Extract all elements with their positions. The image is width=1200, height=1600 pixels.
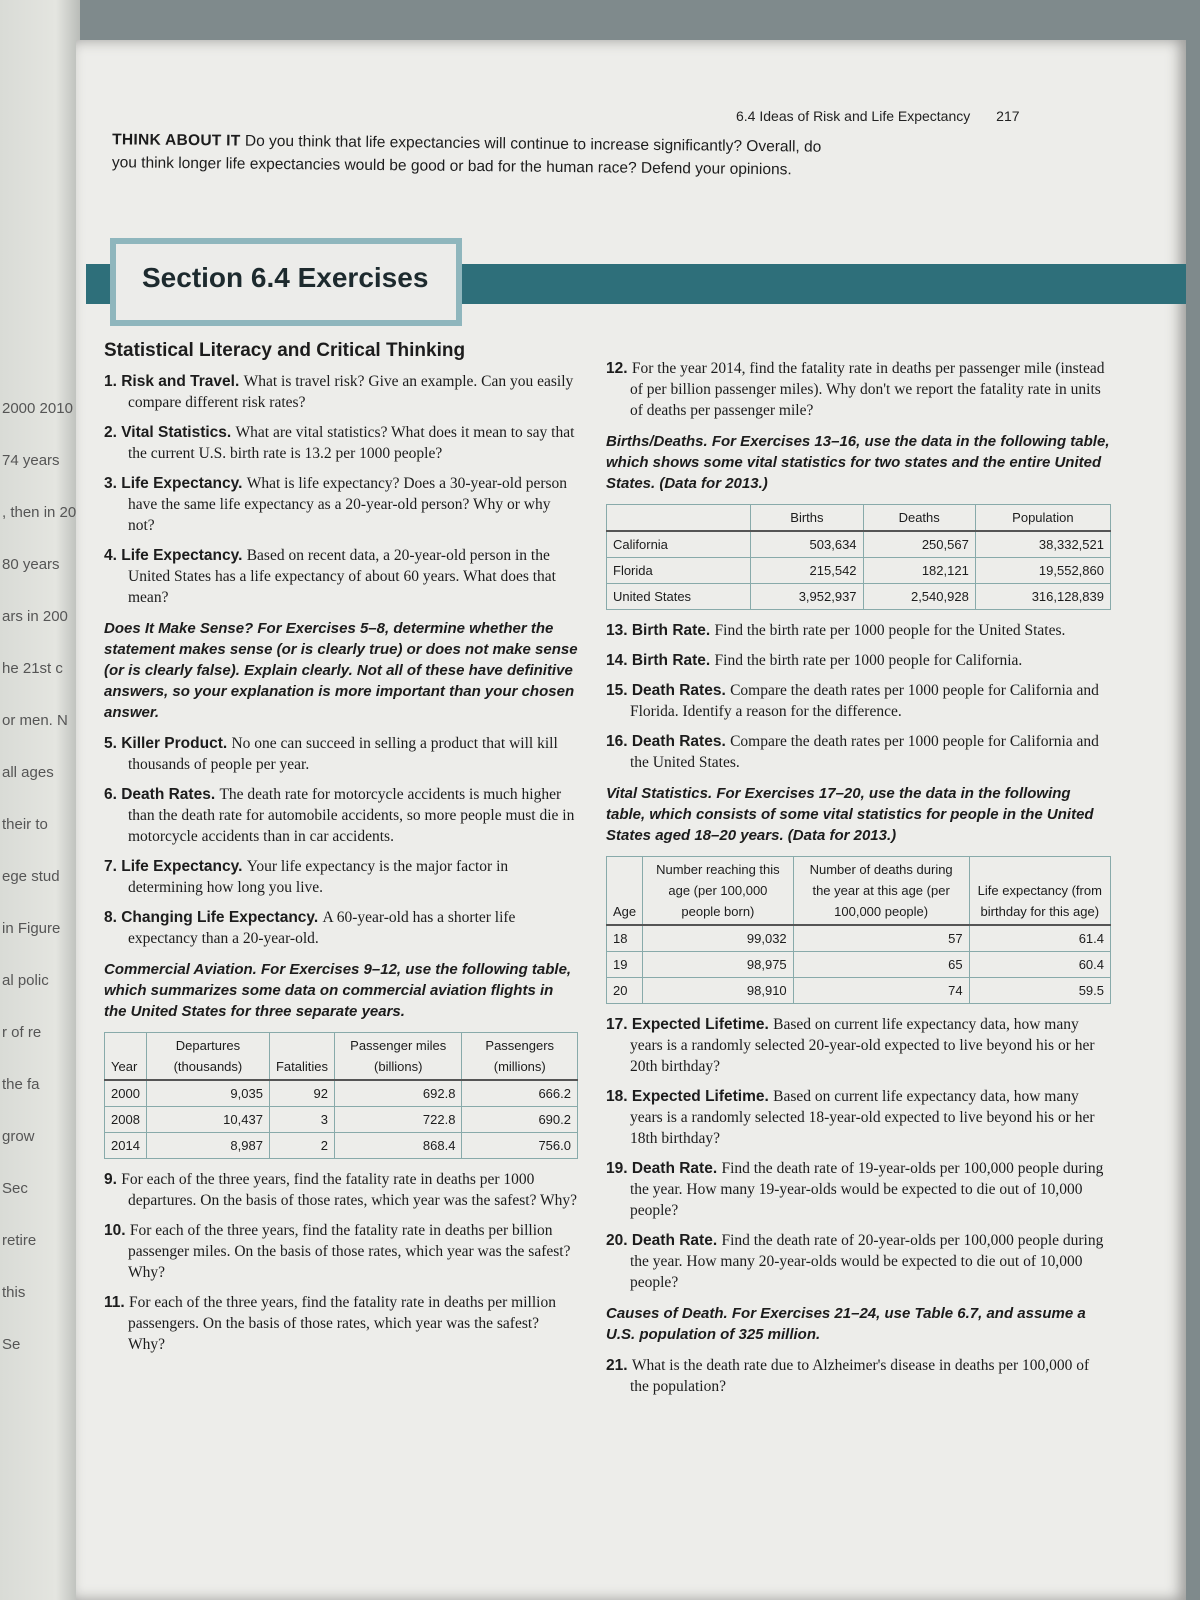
exercise-number: 11. [104, 1294, 129, 1311]
statistical-literacy-heading: Statistical Literacy and Critical Thinking [104, 340, 466, 361]
exercise-item [104, 1220, 578, 1283]
table-header-cell: Number of deaths during the year at this age (per 100,000 people) [793, 857, 969, 926]
exercise-number: 13. [606, 622, 632, 639]
exercise-number: 19. [606, 1160, 632, 1177]
table-cell: 59.5 [969, 978, 1110, 1004]
table-cell: 250,567 [863, 531, 975, 558]
table-header-cell: Fatalities [269, 1033, 334, 1081]
table-header-cell: Passenger miles (billions) [334, 1033, 462, 1081]
table-row [105, 1107, 578, 1133]
table-header-cell: Number reaching this age (per 100,000 people born) [643, 857, 794, 926]
exercise-item [104, 371, 578, 413]
exercise-text: What is the death rate due to Alzheimer's disease in deaths per 100,000 of the population? [630, 1357, 1090, 1395]
causes-of-death-exercises [606, 1355, 1111, 1397]
previous-page-fragment: ege stud [2, 868, 60, 885]
exercise-title: Death Rates. [631, 733, 731, 750]
table-cell: 18 [607, 925, 643, 952]
running-head-title: Ideas of Risk and Life Expectancy [759, 108, 971, 124]
previous-page-fragment: he 21st c [2, 660, 63, 677]
exercise-number: 8. [104, 909, 122, 926]
exercise-item [606, 1158, 1111, 1221]
previous-page-fragment: , then in 20 [2, 504, 77, 521]
previous-page-fragment: grow [2, 1128, 35, 1145]
exercise-number: 7. [104, 858, 122, 875]
exercise-item [104, 473, 578, 536]
table-header-cell: Life expectancy (from birthday for this age) [969, 857, 1110, 926]
table-cell: 666.2 [462, 1080, 578, 1107]
table-cell: Florida [607, 558, 751, 584]
table-cell: 316,128,839 [975, 584, 1110, 610]
previous-page-fragment: in Figure [2, 920, 61, 937]
table-header-cell: Population [975, 505, 1110, 532]
table-header-cell: Departures (thousands) [146, 1033, 269, 1081]
exercise-item [104, 1292, 578, 1355]
left-column [104, 340, 578, 1364]
table-cell: 2 [269, 1133, 334, 1159]
previous-page-fragment: ars in 200 [2, 608, 68, 625]
does-it-make-sense-exercises [104, 733, 578, 949]
exercise-title: Life Expectancy. [121, 547, 247, 564]
previous-page-fragment: al polic [2, 972, 49, 989]
previous-page-fragment: r of re [2, 1024, 42, 1041]
table-row [607, 584, 1111, 610]
exercise-number: 9. [104, 1171, 122, 1188]
exercise-number: 12. [606, 360, 632, 377]
table-cell: 868.4 [334, 1133, 462, 1159]
exercise-title: Death Rate. [631, 1160, 722, 1177]
table-cell: 10,437 [146, 1107, 269, 1133]
exercise-item [104, 733, 578, 775]
vital-statistics-exercises [606, 1014, 1111, 1293]
exercise-title: Vital Statistics. [121, 424, 236, 441]
aviation-table [104, 1032, 578, 1159]
think-about-it-text: Do you think that life expectancies will continue to increase significantly? Overall, do you think longer life expectancies would be good or bad for the human race? Defend your opinions. [111, 132, 822, 179]
exercise-text: For each of the three years, find the fatality rate in deaths per million passengers. On the basis of those rates, which year was the safest? Why? [128, 1294, 556, 1353]
previous-page-fragment: 74 years [2, 452, 60, 469]
table-cell: 99,032 [643, 925, 794, 952]
previous-page-fragment: all ages [2, 764, 54, 781]
exercise-text: What is travel risk? Give an example. Can you easily compare different risk rates? [128, 373, 574, 411]
previous-page-fragment: their to [2, 816, 48, 833]
exercise-title: Changing Life Expectancy. [121, 909, 323, 926]
exercise-item [606, 680, 1111, 722]
vital-statistics-intro: Vital Statistics. For Exercises 17–20, use the data in the following table, which consists of some vital statistics for people in the United States aged 18–20 years. (Data for 2013.) [606, 785, 1094, 844]
table-cell: 692.8 [334, 1080, 462, 1107]
table-cell: 38,332,521 [975, 531, 1110, 558]
exercise-item [606, 1355, 1111, 1397]
previous-page-fragment: Se [2, 1336, 21, 1353]
exercise-text: What are vital statistics? What does it mean to say that the current U.S. birth rate is 13.2 per 1000 people? [128, 424, 575, 462]
table-cell: 9,035 [146, 1080, 269, 1107]
table-cell: 722.8 [334, 1107, 462, 1133]
previous-page-edge [0, 0, 80, 1600]
exercise-item [104, 1169, 578, 1211]
exercise-item [104, 907, 578, 949]
table-cell: 2000 [105, 1080, 147, 1107]
table-cell: 57 [793, 925, 969, 952]
exercise-text: Compare the death rates per 1000 people for California and Florida. Identify a reason for the difference. [630, 682, 1099, 720]
table-cell: 2008 [105, 1107, 147, 1133]
exercise-item [606, 650, 1111, 671]
previous-page-fragment: Sec [2, 1180, 28, 1197]
table-cell: 215,542 [751, 558, 863, 584]
exercise-title: Birth Rate. [631, 652, 715, 669]
think-about-it [112, 128, 832, 182]
table-cell: 92 [269, 1080, 334, 1107]
table-cell: 503,634 [751, 531, 863, 558]
exercise-item [606, 1230, 1111, 1293]
exercise-title: Killer Product. [121, 735, 232, 752]
exercise-number: 3. [104, 475, 122, 492]
exercise-text: The death rate for motorcycle accidents is much higher than the death rate for automobile accidents, so more people must die in motorcycle accidents than in car accidents. [128, 786, 575, 845]
exercise-number: 10. [104, 1222, 130, 1239]
exercise-title: Expected Lifetime. [631, 1016, 774, 1033]
table-cell: 19,552,860 [975, 558, 1110, 584]
table-cell: 8,987 [146, 1133, 269, 1159]
table-header-cell: Passengers (millions) [462, 1033, 578, 1081]
exercise-text: For each of the three years, find the fatality rate in deaths per billion passenger miles. On the basis of those rates, which year was the safest? Why? [128, 1222, 571, 1281]
section-title: Section 6.4 Exercises [142, 262, 429, 293]
table-cell: 2014 [105, 1133, 147, 1159]
exercise-text: Your life expectancy is the major factor in determining how long you live. [128, 858, 509, 896]
exercise-text: For the year 2014, find the fatality rate in deaths per passenger mile (instead of per billion passenger miles). Why don't we report the fatality rate in units of deaths per passenger mile? [630, 360, 1105, 419]
aviation-exercise-12 [606, 358, 1111, 421]
exercise-item [606, 731, 1111, 773]
exercise-number: 15. [606, 682, 632, 699]
births-deaths-intro: Births/Deaths. For Exercises 13–16, use the data in the following table, which shows some vital statistics for two states and the entire United States. (Data for 2013.) [606, 433, 1110, 492]
exercise-number: 20. [606, 1232, 632, 1249]
exercise-text: What is life expectancy? Does a 30-year-old person have the same life expectancy as a 20-year-old person? Why or why not? [128, 475, 568, 534]
table-cell: 98,910 [643, 978, 794, 1004]
exercise-title: Risk and Travel. [121, 373, 244, 390]
exercise-title: Death Rates. [631, 682, 731, 699]
exercise-number: 14. [606, 652, 632, 669]
exercise-text: Find the death rate of 19-year-olds per 100,000 people during the year. How many 19-year-olds would be expected to die out of 10,000 people? [630, 1160, 1104, 1219]
table-row [607, 925, 1111, 952]
textbook-page [76, 40, 1186, 1600]
exercise-text: Find the death rate of 20-year-olds per 100,000 people during the year. How many 20-year-olds would be expected to die out of 10,000 people? [630, 1232, 1104, 1291]
table-cell: 98,975 [643, 952, 794, 978]
table-row [105, 1133, 578, 1159]
exercise-title: Birth Rate. [631, 622, 715, 639]
table-cell: 690.2 [462, 1107, 578, 1133]
exercise-number: 1. [104, 373, 122, 390]
page-number: 217 [996, 108, 1020, 124]
exercise-number: 5. [104, 735, 122, 752]
exercise-number: 16. [606, 733, 632, 750]
table-header-cell: Year [105, 1033, 147, 1081]
commercial-aviation-intro: Commercial Aviation. For Exercises 9–12, use the following table, which summarizes some data on commercial aviation flights in the United States for three separate years. [104, 961, 572, 1020]
exercise-text: For each of the three years, find the fatality rate in deaths per 1000 departures. On the basis of those rates, which year was the safest? Why? [121, 1171, 578, 1209]
exercise-item [606, 620, 1111, 641]
table-cell: 756.0 [462, 1133, 578, 1159]
table-cell: 19 [607, 952, 643, 978]
exercise-item [104, 545, 578, 608]
exercise-text: No one can succeed in selling a product that will kill thousands of people per year. [128, 735, 558, 773]
exercise-text: Based on recent data, a 20-year-old person in the United States has a life expectancy of about 60 years. What does that mean? [128, 547, 556, 606]
exercise-item [104, 784, 578, 847]
exercise-title: Death Rate. [631, 1232, 722, 1249]
table-row [607, 978, 1111, 1004]
exercise-item [606, 358, 1111, 421]
table-cell: 65 [793, 952, 969, 978]
exercise-number: 17. [606, 1016, 632, 1033]
exercise-text: A 60-year-old has a shorter life expectancy than a 20-year-old. [128, 909, 516, 947]
table-cell: 3,952,937 [751, 584, 863, 610]
exercise-item [606, 1014, 1111, 1077]
think-about-it-label: THINK ABOUT IT [112, 131, 241, 150]
previous-page-fragment: 80 years [2, 556, 60, 573]
table-cell: 182,121 [863, 558, 975, 584]
table-row [105, 1080, 578, 1107]
vital-statistics-table [606, 856, 1111, 1004]
table-cell: 2,540,928 [863, 584, 975, 610]
exercise-title: Expected Lifetime. [631, 1088, 774, 1105]
table-cell: 74 [793, 978, 969, 1004]
births-deaths-exercises [606, 620, 1111, 773]
exercise-text: Based on current life expectancy data, how many years is a randomly selected 20-year-old expected to live beyond his or her 20th birthday? [630, 1016, 1095, 1075]
table-header-cell: Deaths [863, 505, 975, 532]
table-header-cell [607, 505, 751, 532]
exercise-text: Based on current life expectancy data, how many years is a randomly selected 18-year-old expected to live beyond his or her 18th birthday? [630, 1088, 1095, 1147]
exercise-number: 6. [104, 786, 122, 803]
previous-page-fragment: this [2, 1284, 26, 1301]
table-row [607, 952, 1111, 978]
exercise-title: Life Expectancy. [121, 475, 247, 492]
table-row [607, 531, 1111, 558]
exercise-text: Find the birth rate per 1000 people for the United States. [714, 622, 1066, 639]
previous-page-fragment: or men. N [2, 712, 68, 729]
aviation-exercises [104, 1169, 578, 1355]
table-cell: 3 [269, 1107, 334, 1133]
table-row [607, 558, 1111, 584]
table-header-cell: Births [751, 505, 863, 532]
previous-page-fragment: 2000 2010 [2, 400, 73, 417]
table-cell: 61.4 [969, 925, 1110, 952]
table-cell: California [607, 531, 751, 558]
exercise-title: Life Expectancy. [121, 858, 247, 875]
exercise-item [104, 422, 578, 464]
exercise-item [606, 1086, 1111, 1149]
exercise-title: Death Rates. [121, 786, 220, 803]
running-head [736, 108, 1020, 124]
table-cell: United States [607, 584, 751, 610]
does-it-make-sense-intro: Does It Make Sense? For Exercises 5–8, determine whether the statement makes sense (or is clearly true) or does not make sense (or is clearly false). Explain clearly. Not all of these have definitive answers, so your explanation is more important than your chosen answer. [104, 620, 578, 721]
exercise-number: 4. [104, 547, 122, 564]
section-title-box [110, 238, 462, 326]
exercise-number: 21. [606, 1357, 632, 1374]
exercise-text: Compare the death rates per 1000 people for California and the United States. [630, 733, 1099, 771]
table-cell: 20 [607, 978, 643, 1004]
exercise-number: 2. [104, 424, 122, 441]
statistical-literacy-exercises [104, 371, 578, 608]
running-head-section: 6.4 [736, 108, 756, 124]
right-column [606, 358, 1111, 1406]
exercise-number: 18. [606, 1088, 632, 1105]
table-cell: 60.4 [969, 952, 1110, 978]
previous-page-fragment: retire [2, 1232, 37, 1249]
causes-of-death-intro: Causes of Death. For Exercises 21–24, use Table 6.7, and assume a U.S. population of 325 million. [606, 1305, 1086, 1343]
births-deaths-table [606, 504, 1111, 610]
previous-page-fragment: the fa [2, 1076, 40, 1093]
exercise-text: Find the birth rate per 1000 people for California. [714, 652, 1023, 669]
table-header-cell: Age [607, 857, 643, 926]
exercise-item [104, 856, 578, 898]
